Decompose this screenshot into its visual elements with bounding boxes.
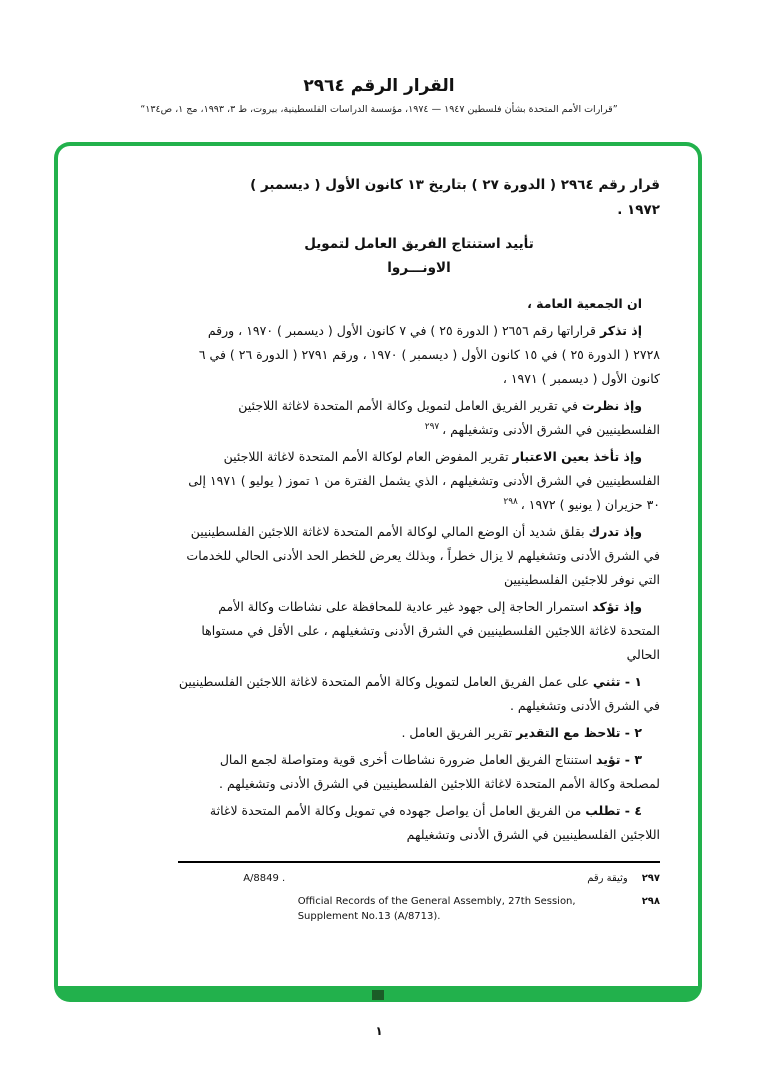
paragraph: وإذ نظرت في تقرير الفريق العامل لتمويل وكالة الأمم المتحدة لاغاثة اللاجئين الفلسطينيين في الشرق الأدنى وتشغيلهم ، $^{٢٩٧}$: [238, 398, 660, 437]
paragraph: إذ تذكر قراراتها رقم ٢٦٥٦ ( الدورة ٢٥ ) في ٧ كانون الأول ( ديسمبر ) ١٩٧٠ ، ورقم ٢٧٢٨ ( الدورة ٢٥ ) في ١٥ كانون الأول ( ديسمبر ) ١٩٧٠ ، ورقم ٢٧٩١ ( الدورة ٢٦ ) في ٦ كانون الأول ( ديسمبر ) ١٩٧١ ،: [198, 323, 660, 386]
paragraph: ٣ - تؤيد استنتاج الفريق العامل ضرورة نشاطات أخرى قوية ومتواصلة لجمع المال لمصلحة وكالة الأمم المتحدة لاغاثة اللاجئين الفلسطينيين في الشرق الأدنى وتشغيلهم .: [219, 752, 660, 791]
subheading-line2: الاونـــروا: [387, 260, 451, 276]
footnote-text-arabic: وثيقة رقم: [587, 873, 628, 884]
paragraph: ١ - تثني على عمل الفريق العامل لتمويل وكالة الأمم المتحدة لاغاثة اللاجئين الفلسطينيين في الشرق الأدنى وتشغيلهم .: [178, 674, 660, 713]
footnote-text-latin: A/8849 .: [243, 873, 286, 884]
page-subtitle: ”قرارات الأمم المتحدة بشأن فلسطين ١٩٤٧ — ١٩٧٤، مؤسسة الدراسات الفلسطينية، بيروت، ط ٣، ١٩٩٣، مج ١، ص١٣٤“: [140, 104, 618, 115]
paragraph: وإذ تدرك بقلق شديد أن الوضع المالي لوكالة الأمم المتحدة لاغاثة اللاجئين الفلسطينيين في الشرق الأدنى وتشغيلهم لا يزال خطراً ، وبذلك يعرض للخطر الحد الأدنى الحالي للخدمات التي نوفر للاجئين الفلسطينيين: [186, 524, 660, 587]
paragraph: ان الجمعية العامة ،: [527, 296, 642, 311]
page-number: ١: [375, 1024, 383, 1038]
paragraph: ٤ - تطلب من الفريق العامل أن يواصل جهوده في تمويل وكالة الأمم المتحدة لاغاثة اللاجئين الفلسطينيين في الشرق الأدنى وتشغيلهم: [209, 803, 660, 842]
footnote-number: ٢٩٨: [641, 896, 660, 907]
paragraph: ٢ - تلاحظ مع التقدير تقرير الفريق العامل .: [401, 725, 642, 740]
document-body: [178, 172, 660, 932]
green-frame: [54, 142, 702, 1002]
bottom-bar-mark: [372, 990, 384, 1000]
footnote: [178, 871, 660, 886]
resolution-subheading: [178, 232, 660, 280]
footnote-text-latin: Official Records of the General Assembly, 27th Session, Supplement No.13 (A/8713).: [297, 896, 576, 922]
page-title: القرار الرقم ٢٩٦٤: [303, 76, 455, 96]
footnote: [178, 894, 660, 924]
resolution-heading-line1: قرار رقم ٢٩٦٤ ( الدورة ٢٧ ) بتاريخ ١٣ كانون الأول ( ديسمبر ): [250, 177, 660, 193]
footnote-number: ٢٩٧: [641, 873, 660, 884]
paragraph: وإذ تؤكد استمرار الحاجة إلى جهود غير عادية للمحافظة على نشاطات وكالة الأمم المتحدة لاغاثة اللاجئين الفلسطينيين في الشرق الأدنى وتشغيلهم ، على الأقل في مستواها الحالي: [201, 599, 660, 662]
resolution-heading-line2: ١٩٧٢ .: [617, 202, 660, 218]
paragraphs: [178, 292, 660, 847]
paragraph: وإذ تأخذ بعين الاعتبار تقرير المفوض العام لوكالة الأمم المتحدة لاغاثة اللاجئين الفلسطينيين في الشرق الأدنى وتشغيلهم ، الذي يشمل الفترة من ١ تموز ( يوليو ) ١٩٧١ إلى ٣٠ حزيران ( يونيو ) ١٩٧٢ ، $^{٢٩٨}$: [188, 449, 660, 512]
subheading-line1: تأييد استنتاج الفريق العامل لتمويل: [304, 236, 534, 252]
footnotes: [178, 861, 660, 924]
